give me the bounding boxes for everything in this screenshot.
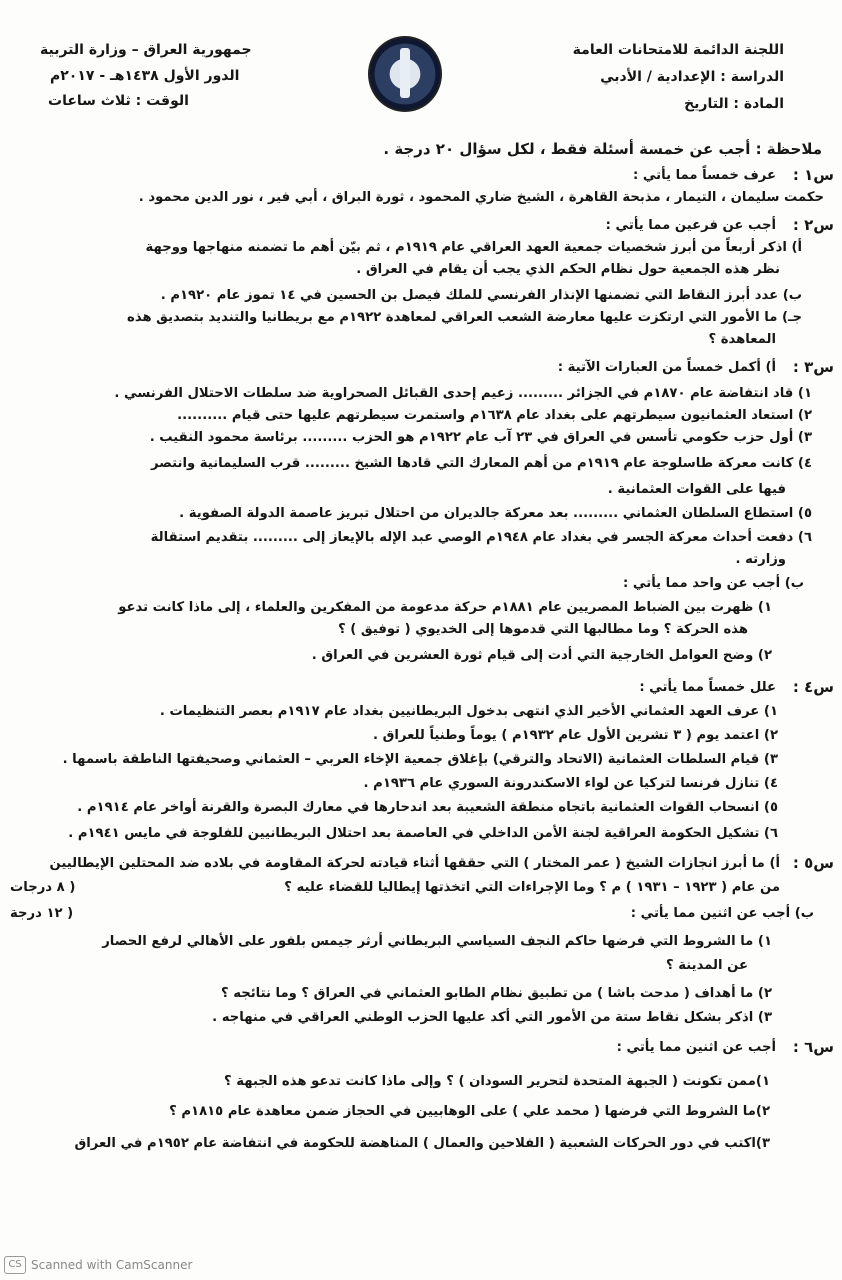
q4-item-5: ٥) انسحاب القوات العثمانية باتجاه منطقة الشعيبة بعد اندحارها في معارك البصرة والقرنة أواخر عام ١٩١٤م .	[77, 800, 778, 815]
header-study: الدراسة : الإعدادية / الأدبي	[600, 69, 784, 85]
q5-a-marks: ( ٨ درجات	[10, 880, 76, 895]
q5-b-marks: ( ١٢ درجة	[10, 906, 74, 921]
q2-title: أجب عن فرعين مما يأتي :	[605, 218, 776, 233]
q2-a-line2: نظر هذه الجمعية حول نظام الحكم الذي يجب أن يقام في العراق .	[356, 262, 780, 277]
q6-title: أجب عن اثنين مما يأتي :	[616, 1040, 776, 1055]
header-subject: المادة : التاريخ	[684, 96, 784, 112]
q2-label: س٢ :	[792, 216, 834, 234]
q1-title: عرف خمساً مما يأتي :	[632, 168, 776, 183]
header-country: جمهورية العراق – وزارة التربية	[40, 42, 252, 58]
q5-label: س٥ :	[792, 854, 834, 872]
q3-b-item-1-line1: ١) ظهرت بين الضباط المصريين عام ١٨٨١م حركة مدعومة من المفكرين والعلماء ، إلى ماذا كانت تدعو	[118, 600, 772, 615]
q2-a-line1: أ) اذكر أربعاً من أبرز شخصيات جمعية العهد العراقي عام ١٩١٩م ، ثم بيّن أهم ما تضمنه منهاجها ووجهة	[145, 240, 802, 255]
q6-item-3: ٣)اكتب في دور الحركات الشعبية ( الفلاحين والعمال ) المناهضة للحكومة في انتفاضة عام ١٩٥٢م في العراق	[74, 1136, 770, 1151]
q5-b-item-3: ٣) اذكر بشكل نقاط ستة من الأمور التي أكد عليها الحزب الوطني العراقي في منهاجه .	[212, 1010, 772, 1025]
header-session: الدور الأول ١٤٣٨هـ - ٢٠١٧م	[50, 68, 240, 84]
q5-b-item-1-line1: ١) ما الشروط التي فرضها حاكم النجف السياسي البريطاني أرثر جيمس بلفور على الأهالي لرفع الحصار	[102, 934, 772, 949]
q3-item-5: ٥) استطاع السلطان العثماني ......... بعد معركة جالديران من احتلال تبريز عاصمة الدولة الصفوية .	[179, 506, 812, 521]
q3-b-title: ب) أجب عن واحد مما يأتي :	[623, 576, 804, 591]
q5-b-item-1-line2: عن المدينة ؟	[666, 958, 748, 973]
q5-a-line1: أ) ما أبرز انجازات الشيخ ( عمر المختار ) التي حققها أثناء قيادته لحركة المقاومة في بلاده ضد المحتلين الإيطاليين	[49, 856, 780, 871]
q4-item-4: ٤) تنازل فرنسا لتركيا عن لواء الاسكندرونة السوري عام ١٩٣٦م .	[363, 776, 778, 791]
camscanner-icon: CS	[4, 1256, 26, 1274]
ministry-seal-logo	[368, 36, 442, 112]
header-time: الوقت : ثلاث ساعات	[48, 93, 189, 109]
q4-item-1: ١) عرف العهد العثماني الأخير الذي انتهى بدخول البريطانيين بغداد عام ١٩١٧م بعصر التنظيمات .	[159, 704, 778, 719]
q5-b-item-2: ٢) ما أهداف ( مدحت باشا ) من تطبيق نظام الطابو العثماني في العراق ؟ وما نتائجه ؟	[220, 986, 772, 1001]
q3-b-item-1-line2: هذه الحركة ؟ وما مطالبها التي قدموها إلى الخديوي ( توفيق ) ؟	[338, 622, 748, 637]
q5-a-line2: من عام ( ١٩٢٣ – ١٩٣١ ) م ؟ وما الإجراءات التي اتخذتها إيطاليا للقضاء عليه ؟	[284, 880, 780, 895]
q4-label: س٤ :	[792, 678, 834, 696]
q6-item-1: ١)ممن تكونت ( الجبهة المتحدة لتحرير السودان ) ؟ وإلى ماذا كانت تدعو هذه الجبهة ؟	[224, 1074, 770, 1089]
q2-c-line1: جـ) ما الأمور التي ارتكزت عليها معارضة الشعب العراقي لمعاهدة ١٩٢٢م مع بريطانيا والتنديد بتصديق هذه	[127, 310, 802, 325]
header-authority: اللجنة الدائمة للامتحانات العامة	[572, 42, 784, 58]
q1-label: س١ :	[792, 166, 834, 184]
q6-label: س٦ :	[792, 1038, 834, 1056]
scanner-watermark-text: Scanned with CamScanner	[31, 1258, 193, 1272]
q3-item-4-line1: ٤) كانت معركة طاسلوجة عام ١٩١٩م من أهم المعارك التي قادها الشيخ ......... قرب السليمانية وانتصر	[150, 456, 812, 471]
q6-item-2: ٢)ما الشروط التي فرضها ( محمد علي ) على الوهابيين في الحجاز ضمن معاهدة عام ١٨١٥م ؟	[169, 1104, 770, 1119]
q4-item-2: ٢) اعتمد يوم ( ٣ تشرين الأول عام ١٩٣٢م ) يوماً وطنياً للعراق .	[372, 728, 778, 743]
q3-b-item-2: ٢) وضح العوامل الخارجية التي أدت إلى قيام ثورة العشرين في العراق .	[311, 648, 772, 663]
q3-item-6-line1: ٦) دفعت أحداث معركة الجسر في بغداد عام ١٩٤٨م الوصي عبد الإله بالإيعاز إلى ......... بتقديم استقالة	[150, 530, 812, 545]
q3-item-1: ١) قاد انتفاضة عام ١٨٧٠م في الجزائر ......... زعيم إحدى القبائل الصحراوية ضد سلطات الاحتلال الفرنسي .	[114, 386, 812, 401]
q3-a-title: أ) أكمل خمساً من العبارات الآتية :	[557, 360, 776, 375]
q3-item-4-line2: فيها على القوات العثمانية .	[607, 482, 786, 497]
q2-c-line2: المعاهدة ؟	[708, 332, 776, 347]
q1-text: حكمت سليمان ، التيمار ، مذبحة القاهرة ، الشيخ ضاري المحمود ، ثورة البراق ، أبي فير ، نور الدين محمود .	[138, 190, 824, 205]
q3-item-6-line2: وزارته .	[735, 552, 786, 567]
q4-item-6: ٦) تشكيل الحكومة العراقية لجنة الأمن الداخلي في العاصمة بعد احتلال البريطانيين للفلوجة في مايس ١٩٤١م .	[68, 826, 778, 841]
q3-item-3: ٣) أول حزب حكومي تأسس في العراق في ٢٣ آب عام ١٩٢٢م هو الحزب ......... برئاسة محمود النقيب .	[149, 430, 812, 445]
q3-label: س٣ :	[792, 358, 834, 376]
q4-item-3: ٣) قيام السلطات العثمانية (الاتحاد والترقي) بإغلاق جمعية الإخاء العربي – العثماني وصحيفتها الناطقة باسمها .	[62, 752, 778, 767]
q3-item-2: ٢) استعاد العثمانيون سيطرتهم على بغداد عام ١٦٣٨م واستمرت سيطرتهم عليها حتى قيام ..........	[177, 408, 812, 423]
exam-note: ملاحظة : أجب عن خمسة أسئلة فقط ، لكل سؤال ٢٠ درجة .	[383, 140, 822, 158]
q5-b-title: ب) أجب عن اثنين مما يأتي :	[630, 906, 814, 921]
q4-title: علل خمساً مما يأتي :	[639, 680, 776, 695]
q2-b: ب) عدد أبرز النقاط التي تضمنها الإنذار الفرنسي للملك فيصل بن الحسين في ١٤ تموز عام ١٩٢٠م .	[160, 288, 802, 303]
scanner-watermark	[4, 1256, 192, 1274]
